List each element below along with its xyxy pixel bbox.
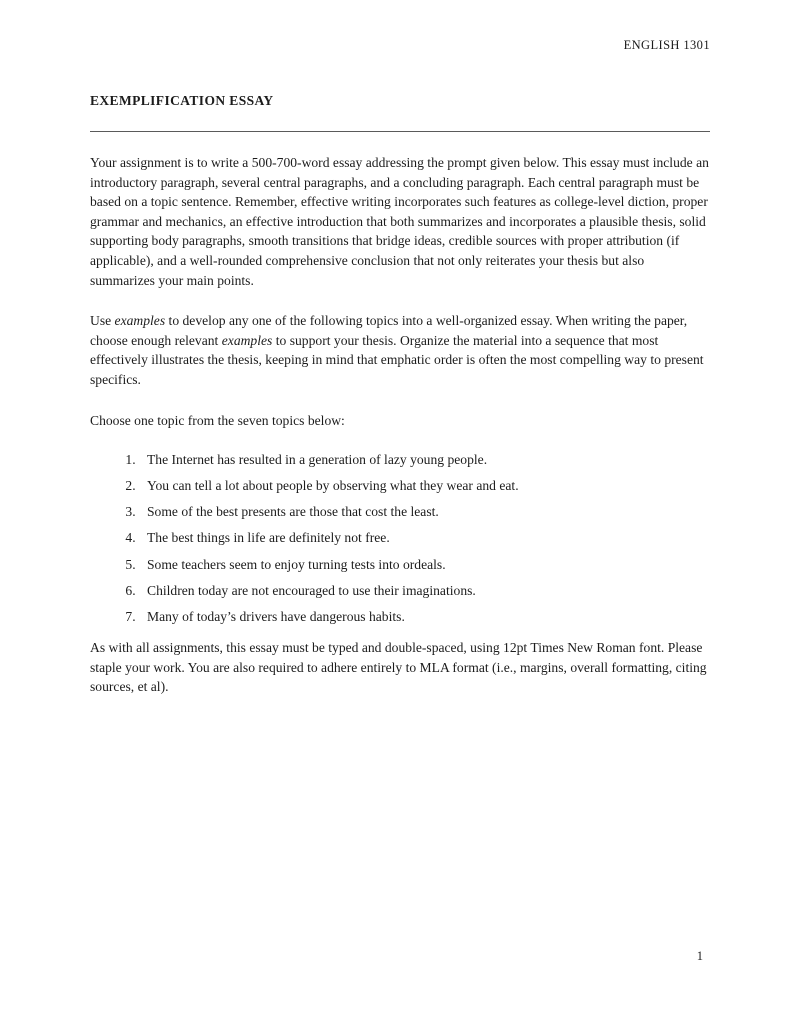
topic-item: 1. The Internet has resulted in a generation of lazy young people.	[139, 450, 710, 470]
course-header: ENGLISH 1301	[623, 38, 710, 52]
document-title: EXEMPLIFICATION ESSAY	[90, 93, 274, 108]
examples-paragraph-em2: examples	[221, 332, 273, 348]
assignment-paragraph: Your assignment is to write a 500-700-word essay addressing the prompt given below. This essay must include an introductory paragraph, several central paragraphs, and a concluding paragraph. Each central paragraph must be based on a topic sentence. Remember, effective writing incorporates such features as college-level diction, proper grammar and mechanics, an effective introduction that both summarizes and incorporates a plausible thesis, solid supporting body paragraphs, smooth transitions that bridge ideas, credible sources with proper attribution (if applicable), and a well-rounded comprehensive conclusion that not only reiterates your thesis but also summarizes your main points.	[90, 155, 709, 288]
examples-paragraph-seg1: Use	[90, 313, 115, 329]
topic-item: 5. Some teachers seem to enjoy turning tests into ordeals.	[139, 555, 710, 575]
examples-paragraph-seg2: to develop any one of the following topics into a well-organized essay. When writing the paper, choose enough relevant	[90, 313, 688, 348]
formatting-requirements-paragraph: As with all assignments, this essay must be typed and double-spaced, using 12pt Times New Roman font. Please staple your work. You are also required to adhere entirely to MLA format (i.e., margins, overall formatting, citing sources, et al).	[90, 640, 707, 695]
examples-paragraph	[90, 311, 710, 389]
choose-topic-line: Choose one topic from the seven topics below:	[90, 412, 345, 428]
examples-paragraph-em1: examples	[114, 313, 166, 329]
topic-item: 2. You can tell a lot about people by observing what they wear and eat.	[139, 476, 710, 496]
title-divider	[90, 131, 710, 132]
topic-item: 7. Many of today’s drivers have dangerous habits.	[139, 607, 710, 627]
topics-list	[90, 450, 710, 626]
examples-paragraph-seg3: to support your thesis. Organize the material into a sequence that most effectively illustrates the thesis, keeping in mind that emphatic order is often the most compelling way to present specifics.	[90, 332, 704, 387]
topic-item: 6. Children today are not encouraged to use their imaginations.	[139, 581, 710, 601]
topic-item: 4. The best things in life are definitely not free.	[139, 528, 710, 548]
topic-item: 3. Some of the best presents are those that cost the least.	[139, 502, 710, 522]
page-number: 1	[696, 949, 703, 963]
